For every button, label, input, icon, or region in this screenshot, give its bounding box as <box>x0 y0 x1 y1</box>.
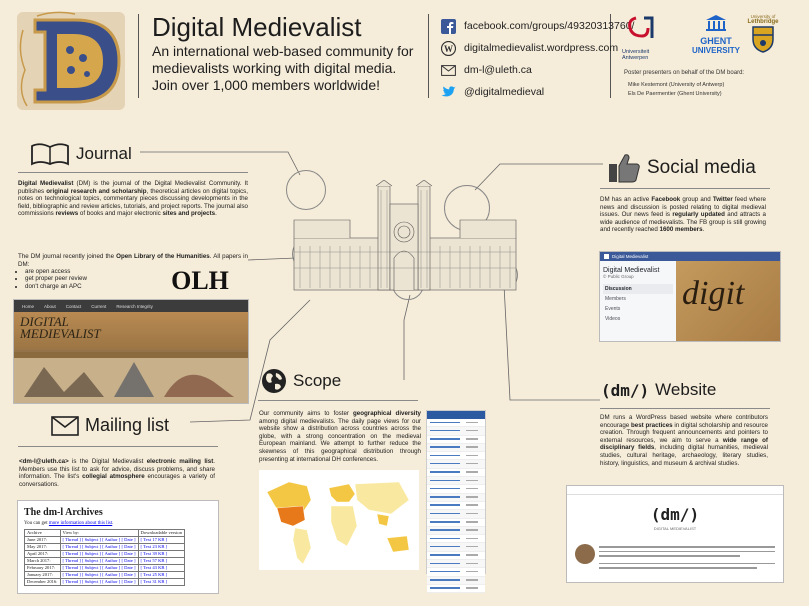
table-row <box>427 510 485 518</box>
archive-view-links[interactable]: [ Thread ] [ Subject ] [ Author ] [ Date ] <box>60 579 138 586</box>
facebook-menu-item[interactable]: Discussion <box>603 284 673 294</box>
section-divider <box>18 172 248 173</box>
nav-item[interactable]: About <box>44 303 56 309</box>
website-text-lines <box>599 546 775 569</box>
archive-month: February 2017: <box>25 565 61 572</box>
website-screenshot <box>566 485 784 583</box>
table-row <box>427 460 485 468</box>
archive-download-link[interactable]: [ Text 57 KB ] <box>138 558 184 565</box>
social-title: Social media <box>647 157 756 178</box>
journal-website-screenshot <box>13 299 249 404</box>
nav-item[interactable]: Home <box>22 303 35 309</box>
archive-download-link[interactable]: [ Text 17 KB ] <box>138 537 184 544</box>
archive-download-link[interactable]: [ Text 31 KB ] <box>138 579 184 586</box>
list-item: • don't charge an APC <box>25 283 135 290</box>
journal-nav-bar <box>14 300 248 312</box>
section-divider <box>258 400 418 401</box>
table-header: Archive <box>25 530 61 537</box>
archive-intro: You can get more information about this list. <box>24 521 114 526</box>
table-row <box>427 436 485 444</box>
page-title: Digital Medievalist <box>152 12 362 42</box>
table-row <box>427 577 485 585</box>
table-row <box>25 537 185 544</box>
facebook-bar-title: Digital Medievalist <box>612 254 649 259</box>
olh-logo <box>168 262 232 296</box>
scope-description: Our community aims to foster geographical diversity among digital medievalists. The daily page views for our website show a distribution across countries across the globe, with a strong concentration on the medieval European mainland. We attempt to further reduce the skewness of this geographical distribution through presenting at international DH conferences. <box>259 410 421 463</box>
archive-view-links[interactable]: [ Thread ] [ Subject ] [ Author ] [ Date ] <box>60 565 138 572</box>
presenters-title: Poster presenters on behalf of the DM board: <box>624 70 745 76</box>
website-heading <box>601 380 716 400</box>
archive-month: June 2017: <box>25 537 61 544</box>
archive-view-links[interactable]: [ Thread ] [ Subject ] [ Author ] [ Date ] <box>60 558 138 565</box>
table-row <box>427 560 485 568</box>
journal-title: Journal <box>76 144 132 163</box>
mailing-description: <dm-l@uleth.ca> is the Digital Medievalist electronic mailing list. Members use this list to ask for advice, discuss problems, and share information. The list's collegial atmosphere encourages a variety of conversations. <box>19 458 215 488</box>
country-pageviews-table <box>426 410 486 574</box>
journal-heading <box>30 142 132 166</box>
table-row <box>427 485 485 493</box>
table-row <box>427 552 485 560</box>
website-thumbnail <box>575 544 595 564</box>
tapestry-image <box>14 352 248 403</box>
olh-logo-text: OLH <box>171 266 229 295</box>
table-row <box>427 444 485 452</box>
archive-info-link[interactable]: more information about this list <box>48 521 113 526</box>
table-row <box>427 477 485 485</box>
facebook-mini-icon <box>604 254 609 259</box>
journal-benefits-list <box>18 268 135 290</box>
cathedral-illustration <box>290 180 520 295</box>
archive-table <box>24 529 185 586</box>
table-row <box>427 535 485 543</box>
pageviews-world-map <box>259 470 419 570</box>
open-book-icon <box>30 142 70 166</box>
table-row <box>25 558 185 565</box>
journal-olh-text: The DM journal recently joined the Open Library of the Humanities. All papers in DM: <box>18 253 248 268</box>
facebook-menu-item[interactable]: Events <box>605 306 621 312</box>
website-description: DM runs a WordPress based website where contributors encourage best practices in digital scholarship and resource creation. Through frequent announcements and pointers to external resources, we aim to serve a wide range of disciplinary fields, including digital humanities, medieval studies, cultural heritage, archaeology, literary studies, history, linguistics, and museum & archival studies. <box>600 414 768 467</box>
section-divider <box>600 408 770 409</box>
table-row <box>427 543 485 551</box>
journal-banner: DIGITAL MEDIEVALIST <box>20 314 101 341</box>
facebook-group-name: Digital Medievalist <box>603 267 660 274</box>
contact-wordpress-text: digitalmedievalist.wordpress.com <box>464 42 619 54</box>
facebook-top-bar <box>600 252 780 261</box>
archive-download-link[interactable]: [ Text 39 KB ] <box>138 551 184 558</box>
table-row <box>25 572 185 579</box>
table-row <box>427 427 485 435</box>
website-nav-bar <box>567 486 783 495</box>
table-row <box>427 452 485 460</box>
table-header: Downloadable version <box>138 530 184 537</box>
website-title: Website <box>655 380 717 399</box>
facebook-cover-image <box>676 261 780 341</box>
contact-twitter-text: @digitalmedieval <box>464 86 545 98</box>
table-row <box>427 527 485 535</box>
facebook-menu-item[interactable]: Videos <box>605 316 621 322</box>
table-row <box>427 419 485 427</box>
table-row <box>25 579 185 586</box>
archive-view-links[interactable]: [ Thread ] [ Subject ] [ Author ] [ Date ] <box>60 572 138 579</box>
table-row <box>427 494 485 502</box>
svg-text:W: W <box>443 43 453 54</box>
page-subtitle: An international web-based community for medievalists working with digital media. Join over 1,000 members worldwide! <box>152 43 414 93</box>
nav-item[interactable]: Current <box>91 303 107 309</box>
archive-title: The dm-l Archives <box>24 507 103 518</box>
mailing-archive-screenshot <box>17 500 219 594</box>
list-item: • are open access <box>25 268 135 275</box>
presenter-name: Els De Paermentier (Ghent University) <box>628 91 722 97</box>
mailing-title: Mailing list <box>85 415 170 435</box>
ghent-name-1: GHENT <box>700 36 732 46</box>
table-row <box>25 565 185 572</box>
antwerp-name: Universiteit Antwerpen <box>622 49 650 61</box>
archive-month: March 2017: <box>25 558 61 565</box>
facebook-group-type: © Public Group <box>603 274 634 279</box>
globe-icon <box>261 368 287 394</box>
social-description: DM has an active Facebook group and Twitter feed where news and discussion is posted relating to digital medieval issues. Our news feed is regularly updated and attracts a wide audience of medievalists. The FB group is still growing and recently reached 1600 members. <box>600 196 766 234</box>
section-divider <box>600 188 770 189</box>
lethbridge-name-2: Lethbridge <box>747 19 779 25</box>
archive-view-links[interactable]: [ Thread ] [ Subject ] [ Author ] [ Date ] <box>60 537 138 544</box>
archive-month: April 2017: <box>25 551 61 558</box>
dm-logo-icon: (dm/) <box>601 380 650 400</box>
thumbs-up-icon <box>607 152 641 184</box>
table-row <box>25 544 185 551</box>
lethbridge-name-1: University of <box>750 14 776 19</box>
scope-title: Scope <box>293 371 342 390</box>
contact-mail-text: dm-l@uleth.ca <box>464 64 532 76</box>
nav-item[interactable]: Contact <box>65 303 82 309</box>
table-row <box>427 519 485 527</box>
list-item: • get proper peer review <box>25 275 135 282</box>
website-shot-logo: (dm/) <box>650 505 700 524</box>
scope-heading <box>261 368 341 394</box>
presenter-name: Mike Kestemont (University of Antwerp) <box>628 82 725 88</box>
archive-download-link[interactable]: [ Text 25 KB ] <box>138 572 184 579</box>
mailing-heading <box>51 415 169 436</box>
website-shot-subtitle: DIGITAL MEDIEVALIST <box>653 526 697 531</box>
table-row <box>427 502 485 510</box>
facebook-menu-item[interactable]: Members <box>605 296 626 302</box>
facebook-cover-text: digit <box>682 275 745 312</box>
archive-month: May 2017: <box>25 544 61 551</box>
table-row <box>25 551 185 558</box>
social-heading <box>607 152 756 184</box>
table-row <box>427 469 485 477</box>
archive-view-links[interactable]: [ Thread ] [ Subject ] [ Author ] [ Date ] <box>60 544 138 551</box>
table-row <box>427 568 485 576</box>
table-header: View by: <box>60 530 138 537</box>
table-header <box>427 411 485 419</box>
archive-month: January 2017: <box>25 572 61 579</box>
journal-description: Digital Medievalist (DM) is the journal of the Digital Medievalist Community. It publishes original research and scholarship, theoretical articles on digital topics, notes on technological topics, commentary pieces discussing developments in the field, bibliographic and review articles, tutorials, and project reports. The journal also commissions reviews of books and major electronic sites and projects. <box>18 180 248 218</box>
table-row <box>427 585 485 593</box>
archive-download-link[interactable]: [ Text 43 KB ] <box>138 565 184 572</box>
nav-item[interactable]: Research Integrity <box>116 303 153 309</box>
archive-month: December 2016: <box>25 579 61 586</box>
archive-download-link[interactable]: [ Text 23 KB ] <box>138 544 184 551</box>
ghent-name-2: UNIVERSITY <box>692 46 741 55</box>
facebook-group-screenshot <box>599 251 781 342</box>
contact-facebook-text: facebook.com/groups/49320313760/ <box>464 20 635 32</box>
mail-icon <box>51 416 79 436</box>
archive-view-links[interactable]: [ Thread ] [ Subject ] [ Author ] [ Date ] <box>60 551 138 558</box>
section-divider <box>18 446 218 447</box>
